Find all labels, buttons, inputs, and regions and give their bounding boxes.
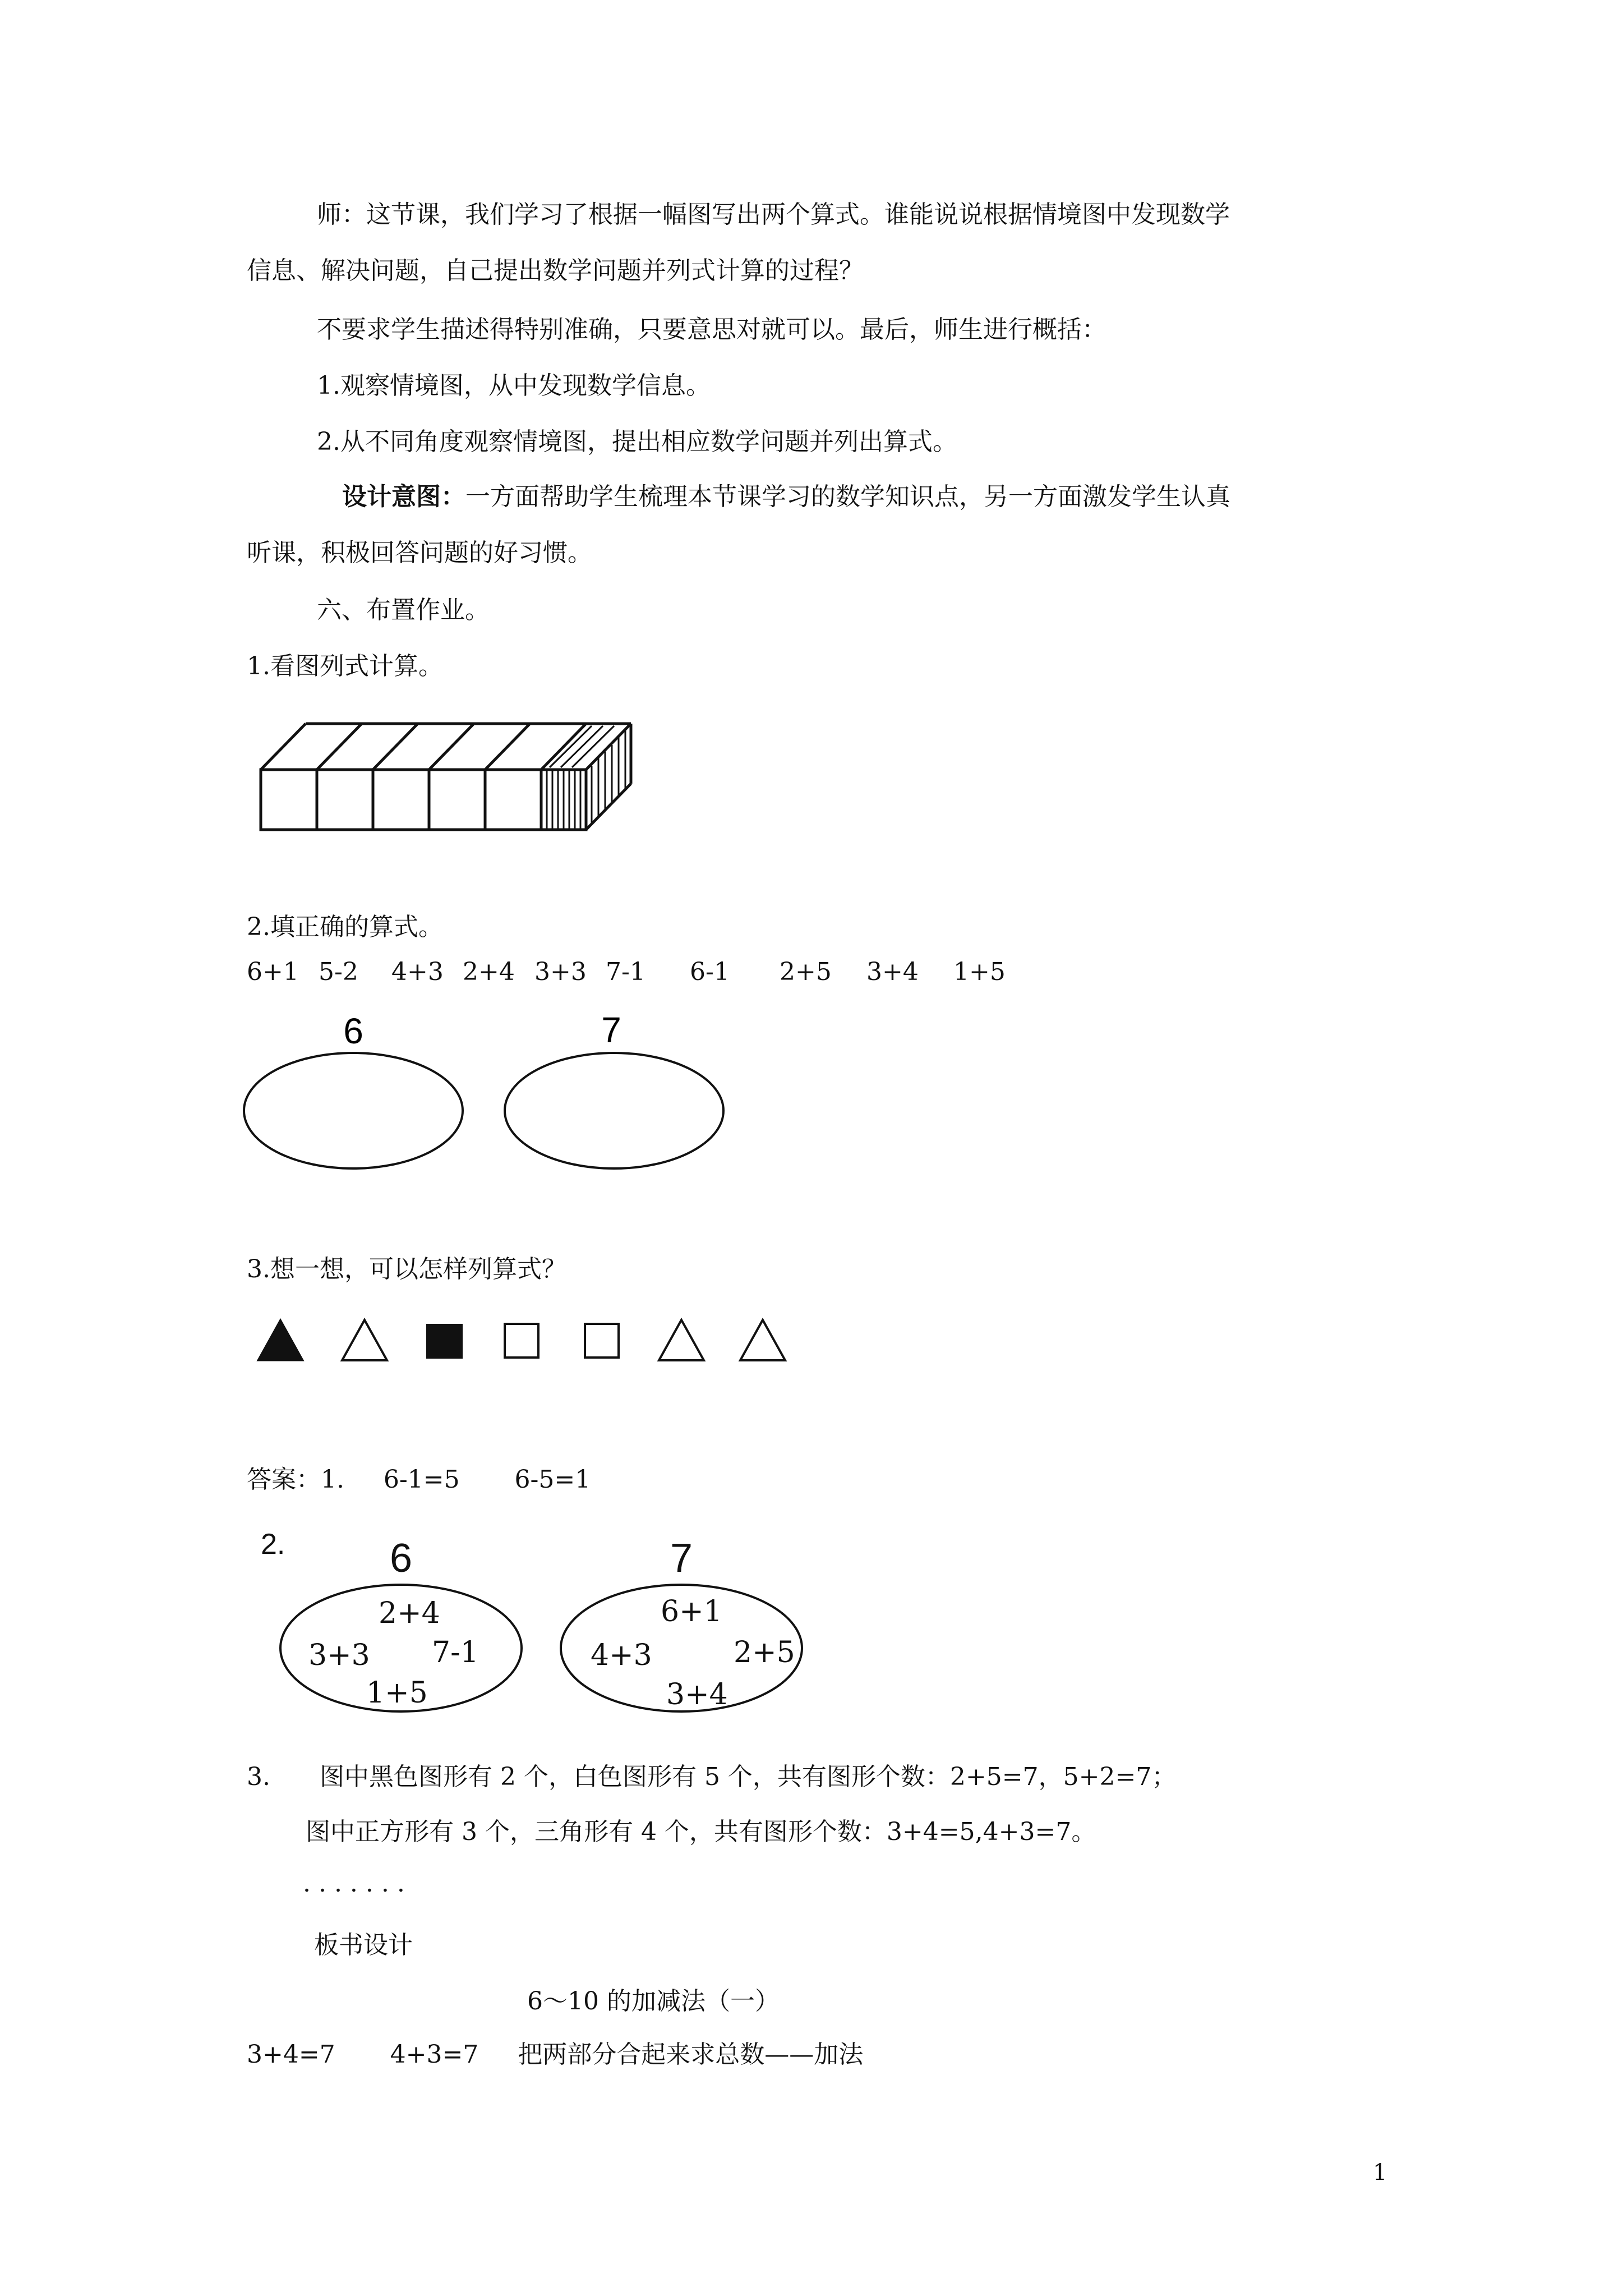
expression-item: 3+4 xyxy=(866,958,919,986)
question-1: 1.看图列式计算。 xyxy=(247,652,443,680)
oval-6 xyxy=(244,1053,463,1168)
oval-label-7: 7 xyxy=(601,1010,621,1050)
oval-label-6: 6 xyxy=(343,1011,363,1051)
summary-item-1: 1.观察情境图，从中发现数学信息。 xyxy=(317,371,711,400)
summary-item-2: 2.从不同角度观察情境图，提出相应数学问题并列出算式。 xyxy=(317,427,957,456)
expression-item: 2+4 xyxy=(463,958,515,986)
design-intent-line-2: 听课，积极回答问题的好习惯。 xyxy=(247,539,592,567)
empty-ovals-figure xyxy=(241,999,746,1189)
oval-7-expr: 6+1 xyxy=(661,1595,722,1628)
design-intent-label: 设计意图： xyxy=(342,482,465,511)
answer-2-label: 2. xyxy=(261,1528,285,1561)
expression-item: 4+3 xyxy=(391,958,444,986)
oval-7-expr: 2+5 xyxy=(734,1636,795,1669)
board-title: 6～10 的加减法（一） xyxy=(527,1987,780,2016)
answer-oval-label-6: 6 xyxy=(389,1536,413,1581)
para-line-1: 师：这节课，我们学习了根据一幅图写出两个算式。谁能说说根据情境图中发现数学 xyxy=(317,200,1230,229)
oval-7-expr: 3+4 xyxy=(666,1678,728,1711)
question-2: 2.填正确的算式。 xyxy=(247,913,443,941)
answer-oval-label-7: 7 xyxy=(670,1536,693,1581)
board-heading: 板书设计 xyxy=(314,1931,413,1959)
cube-bar-figure xyxy=(255,718,648,841)
expression-item: 6+1 xyxy=(247,958,299,986)
design-intent-line-1 xyxy=(342,481,1230,513)
hollow-triangle-icon xyxy=(659,1320,704,1360)
board-line: 3+4=7 4+3=7 把两部分合起来求总数——加法 xyxy=(247,2040,864,2069)
filled-square-icon xyxy=(426,1324,463,1359)
oval-6-expr: 1+5 xyxy=(366,1676,428,1710)
para-line-2: 信息、解决问题，自己提出数学问题并列式计算的过程？ xyxy=(247,256,864,285)
shapes-row xyxy=(255,1315,794,1366)
answer-ovals-figure xyxy=(247,1520,841,1722)
design-intent-text: 一方面帮助学生梳理本节课学习的数学知识点，另一方面激发学生认真 xyxy=(465,482,1230,511)
page-number: 1 xyxy=(1373,2160,1387,2185)
answer-3-number: 3. xyxy=(247,1763,270,1791)
filled-triangle-icon xyxy=(258,1320,303,1360)
oval-6-expr: 7-1 xyxy=(432,1636,479,1669)
expression-item: 2+5 xyxy=(780,958,832,986)
oval-7 xyxy=(505,1053,723,1168)
expression-item: 1+5 xyxy=(953,958,1006,986)
hollow-triangle-icon xyxy=(342,1320,387,1360)
expression-item: 3+3 xyxy=(534,958,587,986)
hollow-triangle-icon xyxy=(740,1320,785,1360)
answer-3-line-2: 图中正方形有 3 个，三角形有 4 个，共有图形个数：3+4=5,4+3=7。 xyxy=(306,1818,1096,1846)
question-3: 3.想一想，可以怎样列算式？ xyxy=(247,1255,566,1283)
para-2: 不要求学生描述得特别准确，只要意思对就可以。最后，师生进行概括： xyxy=(317,315,1106,344)
answer-1: 答案：1. 6-1=5 6-5=1 xyxy=(247,1465,591,1494)
oval-6-expr: 3+3 xyxy=(308,1639,370,1672)
oval-7-expr: 4+3 xyxy=(591,1639,652,1672)
expression-list xyxy=(247,956,1032,988)
hollow-square-icon xyxy=(585,1324,619,1358)
section-6-heading: 六、布置作业。 xyxy=(317,596,490,624)
answer-3-line-1: 图中黑色图形有 2 个，白色图形有 5 个，共有图形个数：2+5=7，5+2=7； xyxy=(320,1763,1177,1791)
expression-item: 5-2 xyxy=(319,958,358,986)
oval-6-expr: 2+4 xyxy=(379,1596,440,1630)
expression-item: 7-1 xyxy=(606,958,645,986)
expression-item: 6-1 xyxy=(690,958,730,986)
ellipsis: . . . . . . . xyxy=(303,1869,405,1898)
hollow-square-icon xyxy=(505,1324,538,1358)
